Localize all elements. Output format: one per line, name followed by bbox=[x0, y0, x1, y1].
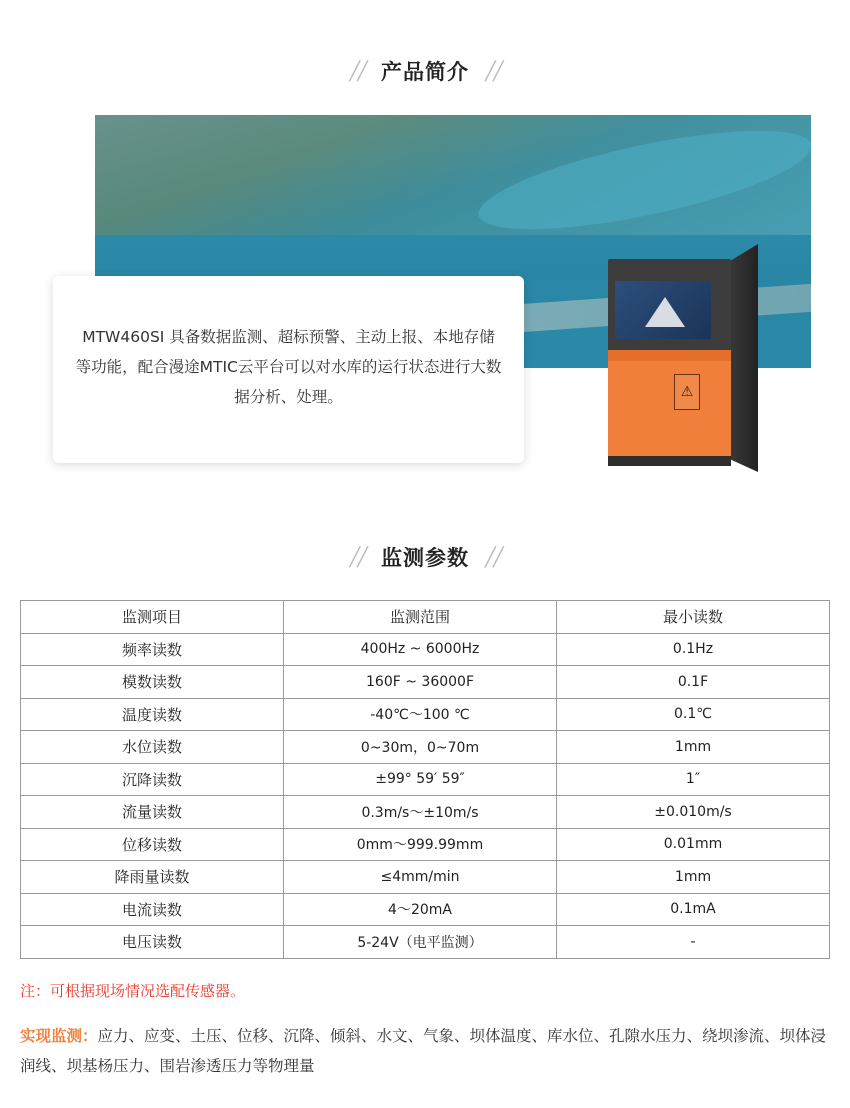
device-screen bbox=[615, 281, 711, 339]
intro-section-title bbox=[0, 56, 850, 86]
monitoring-features bbox=[20, 1021, 832, 1081]
cell-item: 降雨量读数 bbox=[21, 861, 284, 894]
table-row bbox=[21, 698, 830, 731]
cell-range: 0~30m，0~70m bbox=[284, 731, 557, 764]
cell-range: 160F ~ 36000F bbox=[284, 666, 557, 699]
cell-min: - bbox=[557, 926, 830, 959]
cell-min: 0.1Hz bbox=[557, 633, 830, 666]
table-header-row bbox=[21, 601, 830, 634]
cell-item: 温度读数 bbox=[21, 698, 284, 731]
cell-range: ≤4mm/min bbox=[284, 861, 557, 894]
cell-min: ±0.010m/s bbox=[557, 796, 830, 829]
features-text: 应力、应变、土压、位移、沉降、倾斜、水文、气象、坝体温度、库水位、孔隙水压力、绕坝渗流、坝体浸润线、坝基杨压力、围岩渗透压力等物理量 bbox=[20, 1027, 827, 1075]
table-row bbox=[21, 633, 830, 666]
device-image bbox=[608, 244, 758, 474]
cell-item: 沉降读数 bbox=[21, 763, 284, 796]
cell-min: 1″ bbox=[557, 763, 830, 796]
title-deco-left-icon: ╱╱ bbox=[349, 546, 365, 568]
title-deco-right-icon: ╱╱ bbox=[485, 60, 501, 82]
cell-item: 流量读数 bbox=[21, 796, 284, 829]
cell-min: 0.1mA bbox=[557, 893, 830, 926]
header-item: 监测项目 bbox=[21, 601, 284, 634]
cell-range: -40℃～100 ℃ bbox=[284, 698, 557, 731]
cell-item: 模数读数 bbox=[21, 666, 284, 699]
table-row bbox=[21, 828, 830, 861]
intro-description: MTW460SI 具备数据监测、超标预警、主动上报、本地存储等功能，配合漫途MTIC云平台可以对水库的运行状态进行大数据分析、处理。 bbox=[75, 328, 502, 406]
table-row bbox=[21, 796, 830, 829]
cell-range: ±99° 59′ 59″ bbox=[284, 763, 557, 796]
cell-item: 频率读数 bbox=[21, 633, 284, 666]
intro-card bbox=[53, 276, 524, 463]
table-row bbox=[21, 893, 830, 926]
cell-range: 5-24V（电平监测） bbox=[284, 926, 557, 959]
table-row bbox=[21, 731, 830, 764]
cell-range: 400Hz ~ 6000Hz bbox=[284, 633, 557, 666]
params-table bbox=[20, 600, 830, 959]
table-row bbox=[21, 666, 830, 699]
params-title-text: 监测参数 bbox=[381, 546, 469, 570]
cell-min: 0.1℃ bbox=[557, 698, 830, 731]
cell-min: 0.01mm bbox=[557, 828, 830, 861]
cell-range: 0.3m/s～±10m/s bbox=[284, 796, 557, 829]
header-range: 监测范围 bbox=[284, 601, 557, 634]
features-label: 实现监测： bbox=[20, 1027, 98, 1045]
table-row bbox=[21, 926, 830, 959]
cell-item: 电流读数 bbox=[21, 893, 284, 926]
cell-item: 电压读数 bbox=[21, 926, 284, 959]
cell-min: 0.1F bbox=[557, 666, 830, 699]
sensor-note: 注：可根据现场情况选配传感器。 bbox=[20, 982, 246, 1000]
cell-min: 1mm bbox=[557, 731, 830, 764]
cell-range: 0mm～999.99mm bbox=[284, 828, 557, 861]
cell-item: 水位读数 bbox=[21, 731, 284, 764]
cell-item: 位移读数 bbox=[21, 828, 284, 861]
warning-triangle-icon: ⚠ bbox=[674, 374, 700, 410]
table-row bbox=[21, 763, 830, 796]
title-deco-right-icon: ╱╱ bbox=[485, 546, 501, 568]
params-section-title bbox=[0, 542, 850, 572]
cell-range: 4～20mA bbox=[284, 893, 557, 926]
cell-min: 1mm bbox=[557, 861, 830, 894]
intro-title-text: 产品简介 bbox=[381, 60, 469, 84]
title-deco-left-icon: ╱╱ bbox=[349, 60, 365, 82]
table-row bbox=[21, 861, 830, 894]
header-min-reading: 最小读数 bbox=[557, 601, 830, 634]
